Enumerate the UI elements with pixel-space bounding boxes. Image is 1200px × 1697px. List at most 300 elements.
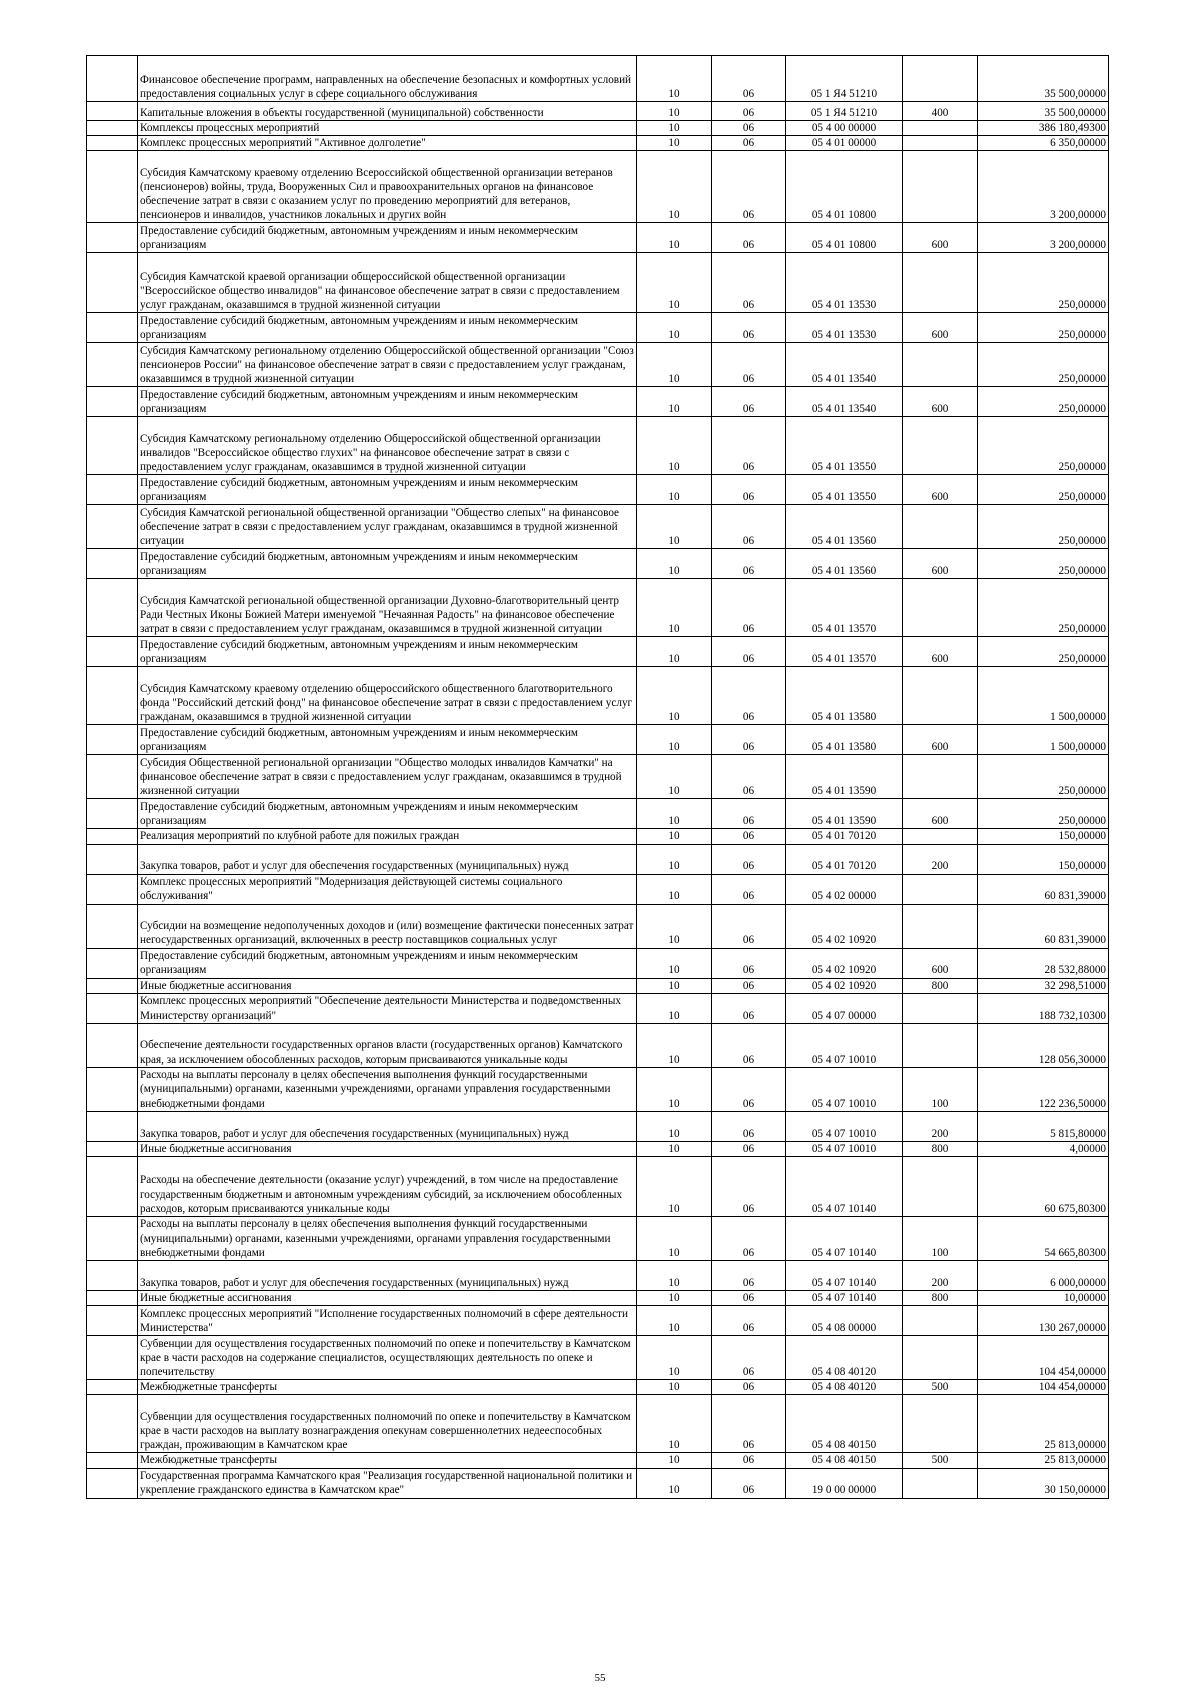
row-amount: 130 267,00000 [978,1306,1109,1336]
row-expense-type [903,151,978,223]
table-row [87,417,1109,475]
row-name: Комплекс процессных мероприятий "Исполнение государственных полномочий в сфере деятельности Министерства" [138,1306,637,1336]
row-section: 10 [637,151,712,223]
row-amount: 6 350,00000 [978,136,1109,151]
row-section: 10 [637,102,712,121]
row-target-article: 05 4 00 00000 [786,121,903,136]
row-target-article: 05 4 01 10800 [786,223,903,253]
row-target-article: 05 4 01 13540 [786,343,903,387]
row-amount: 3 200,00000 [978,223,1109,253]
row-name: Комплексы процессных мероприятий [138,121,637,136]
row-blank-cell [87,223,138,253]
row-target-article: 05 4 01 13560 [786,505,903,549]
row-target-article: 05 4 07 10010 [786,1023,903,1067]
row-amount: 104 454,00000 [978,1380,1109,1395]
row-target-article: 05 1 Я4 51210 [786,56,903,102]
row-subsection: 06 [712,223,786,253]
row-subsection: 06 [712,343,786,387]
row-target-article: 05 4 08 40120 [786,1336,903,1380]
row-section: 10 [637,1023,712,1067]
table-row [87,1453,1109,1468]
row-section: 10 [637,1380,712,1395]
row-blank-cell [87,844,138,874]
row-expense-type [903,417,978,475]
row-name: Закупка товаров, работ и услуг для обеспечения государственных (муниципальных) нужд [138,1111,637,1141]
row-blank-cell [87,1395,138,1453]
row-expense-type [903,904,978,948]
row-subsection: 06 [712,102,786,121]
row-expense-type: 600 [903,948,978,978]
row-expense-type: 600 [903,313,978,343]
row-section: 10 [637,313,712,343]
row-target-article: 05 4 01 70120 [786,844,903,874]
row-name: Предоставление субсидий бюджетным, автономным учреждениям и иным некоммерческим организациям [138,725,637,755]
row-section: 10 [637,1306,712,1336]
row-expense-type: 100 [903,1067,978,1111]
row-blank-cell [87,829,138,844]
row-target-article: 05 4 01 13540 [786,387,903,417]
row-amount: 250,00000 [978,549,1109,579]
row-blank-cell [87,978,138,993]
row-subsection: 06 [712,417,786,475]
row-target-article: 05 4 07 10140 [786,1217,903,1261]
row-name: Предоставление субсидий бюджетным, автономным учреждениям и иным некоммерческим организациям [138,387,637,417]
row-blank-cell [87,904,138,948]
row-target-article: 05 4 01 13570 [786,637,903,667]
budget-table [86,55,1109,1499]
row-name: Иные бюджетные ассигнования [138,1291,637,1306]
row-target-article: 05 4 01 13590 [786,755,903,799]
table-row [87,755,1109,799]
row-target-article: 05 4 07 10140 [786,1261,903,1291]
row-subsection: 06 [712,151,786,223]
row-target-article: 05 4 07 10140 [786,1291,903,1306]
row-target-article: 05 4 02 10920 [786,978,903,993]
row-section: 10 [637,253,712,313]
row-amount: 30 150,00000 [978,1468,1109,1498]
table-row [87,667,1109,725]
row-amount: 150,00000 [978,829,1109,844]
row-section: 10 [637,1141,712,1156]
table-row [87,102,1109,121]
row-section: 10 [637,1453,712,1468]
row-expense-type: 100 [903,1217,978,1261]
row-blank-cell [87,1157,138,1217]
row-expense-type [903,829,978,844]
row-amount: 35 500,00000 [978,102,1109,121]
table-row [87,993,1109,1023]
row-blank-cell [87,667,138,725]
row-subsection: 06 [712,549,786,579]
row-target-article: 05 4 01 70120 [786,829,903,844]
row-name: Финансовое обеспечение программ, направленных на обеспечение безопасных и комфортных условий предоставления социальных услуг в сфере социального обслуживания [138,56,637,102]
row-amount: 4,00000 [978,1141,1109,1156]
row-section: 10 [637,1111,712,1141]
row-name: Субсидии на возмещение недополученных доходов и (или) возмещение фактически понесенных затрат негосударственных организаций, включенных в реестр поставщиков социальных услуг [138,904,637,948]
row-name: Предоставление субсидий бюджетным, автономным учреждениям и иным некоммерческим организациям [138,475,637,505]
row-expense-type [903,136,978,151]
row-name: Субсидия Камчатскому региональному отделению Общероссийской общественной организации инвалидов "Всероссийское общество глухих" на финансовое обеспечение затрат в связи с предоставлением услуг гражданам, оказавшимся в трудной жизненной ситуации [138,417,637,475]
row-section: 10 [637,993,712,1023]
row-amount: 250,00000 [978,417,1109,475]
row-subsection: 06 [712,253,786,313]
row-amount: 10,00000 [978,1291,1109,1306]
row-expense-type [903,579,978,637]
row-name: Субсидия Камчатской региональной общественной организации Духовно-благотворительный центр Ради Честных Иконы Божией Матери именуемой "Нечаянная Радость" на финансовое обеспечение затрат в связи с предоставлением услуг гражданам, оказавшимся в трудной жизненной ситуации [138,579,637,637]
row-target-article: 05 4 01 13530 [786,253,903,313]
row-amount: 6 000,00000 [978,1261,1109,1291]
row-expense-type: 600 [903,725,978,755]
row-name: Реализация мероприятий по клубной работе для пожилых граждан [138,829,637,844]
table-row [87,1395,1109,1453]
row-section: 10 [637,667,712,725]
row-expense-type: 800 [903,1291,978,1306]
row-amount: 54 665,80300 [978,1217,1109,1261]
row-subsection: 06 [712,948,786,978]
table-row [87,121,1109,136]
row-subsection: 06 [712,56,786,102]
row-section: 10 [637,505,712,549]
row-amount: 250,00000 [978,637,1109,667]
table-row [87,799,1109,829]
row-section: 10 [637,904,712,948]
row-section: 10 [637,1291,712,1306]
row-amount: 250,00000 [978,253,1109,313]
table-row [87,1468,1109,1498]
row-blank-cell [87,343,138,387]
row-expense-type: 600 [903,475,978,505]
row-target-article: 05 4 01 13550 [786,417,903,475]
table-row [87,948,1109,978]
row-amount: 28 532,88000 [978,948,1109,978]
row-subsection: 06 [712,387,786,417]
row-subsection: 06 [712,475,786,505]
row-subsection: 06 [712,1111,786,1141]
row-blank-cell [87,387,138,417]
row-target-article: 05 4 07 00000 [786,993,903,1023]
row-subsection: 06 [712,637,786,667]
row-expense-type [903,253,978,313]
row-subsection: 06 [712,1217,786,1261]
row-target-article: 05 4 07 10010 [786,1111,903,1141]
row-section: 10 [637,1261,712,1291]
row-section: 10 [637,223,712,253]
table-row [87,1217,1109,1261]
row-subsection: 06 [712,1336,786,1380]
row-target-article: 05 4 07 10010 [786,1067,903,1111]
row-target-article: 05 4 01 13560 [786,549,903,579]
row-amount: 3 200,00000 [978,151,1109,223]
row-section: 10 [637,725,712,755]
row-blank-cell [87,1023,138,1067]
row-name: Иные бюджетные ассигнования [138,1141,637,1156]
table-row [87,505,1109,549]
row-subsection: 06 [712,579,786,637]
row-blank-cell [87,417,138,475]
row-amount: 250,00000 [978,313,1109,343]
row-section: 10 [637,829,712,844]
row-amount: 25 813,00000 [978,1453,1109,1468]
row-blank-cell [87,874,138,904]
row-amount: 32 298,51000 [978,978,1109,993]
row-amount: 5 815,80000 [978,1111,1109,1141]
table-row [87,1141,1109,1156]
row-subsection: 06 [712,829,786,844]
row-blank-cell [87,1217,138,1261]
row-blank-cell [87,1111,138,1141]
row-subsection: 06 [712,667,786,725]
row-blank-cell [87,549,138,579]
row-subsection: 06 [712,1380,786,1395]
table-row [87,904,1109,948]
row-subsection: 06 [712,1261,786,1291]
row-section: 10 [637,874,712,904]
row-target-article: 05 4 01 13590 [786,799,903,829]
row-name: Предоставление субсидий бюджетным, автономным учреждениям и иным некоммерческим организациям [138,223,637,253]
budget-table-body [87,56,1109,1499]
row-blank-cell [87,1380,138,1395]
row-name: Комплекс процессных мероприятий "Обеспечение деятельности Министерства и подведомственных Министерству организаций" [138,993,637,1023]
row-name: Предоставление субсидий бюджетным, автономным учреждениям и иным некоммерческим организациям [138,637,637,667]
row-section: 10 [637,475,712,505]
row-name: Субсидия Камчатской краевой организации общероссийской общественной организации "Всероссийское общество инвалидов" на финансовое обеспечение затрат в связи с предоставлением услуг гражданам, оказавшимся в трудной жизненной ситуации [138,253,637,313]
row-name: Расходы на выплаты персоналу в целях обеспечения выполнения функций государственными (муниципальными) органами, казенными учреждениями, органами управления государственными внебюджетными фондами [138,1067,637,1111]
row-expense-type [903,343,978,387]
table-row [87,1111,1109,1141]
row-target-article: 05 4 01 13530 [786,313,903,343]
row-subsection: 06 [712,505,786,549]
row-amount: 250,00000 [978,343,1109,387]
row-expense-type: 600 [903,223,978,253]
row-blank-cell [87,136,138,151]
row-name: Комплекс процессных мероприятий "Модернизация действующей системы социального обслуживания" [138,874,637,904]
row-section: 10 [637,637,712,667]
row-section: 10 [637,136,712,151]
row-amount: 250,00000 [978,755,1109,799]
row-target-article: 05 4 01 13580 [786,725,903,755]
row-name: Закупка товаров, работ и услуг для обеспечения государственных (муниципальных) нужд [138,1261,637,1291]
row-section: 10 [637,121,712,136]
row-section: 10 [637,1468,712,1498]
row-subsection: 06 [712,725,786,755]
row-expense-type: 800 [903,1141,978,1156]
row-expense-type [903,1468,978,1498]
row-expense-type: 600 [903,637,978,667]
row-name: Субсидия Камчатскому краевому отделению общероссийского общественного благотворительного фонда "Российский детский фонд" на финансовое обеспечение затрат в связи с предоставлением услуг гражданам, оказавшимся в трудной жизненной ситуации [138,667,637,725]
row-subsection: 06 [712,755,786,799]
table-row [87,1157,1109,1217]
row-section: 10 [637,549,712,579]
row-expense-type: 800 [903,978,978,993]
row-expense-type: 200 [903,1261,978,1291]
row-blank-cell [87,475,138,505]
row-target-article: 05 4 02 10920 [786,904,903,948]
row-amount: 250,00000 [978,579,1109,637]
row-target-article: 19 0 00 00000 [786,1468,903,1498]
table-row [87,475,1109,505]
row-expense-type: 400 [903,102,978,121]
row-section: 10 [637,1157,712,1217]
row-blank-cell [87,637,138,667]
row-blank-cell [87,102,138,121]
row-section: 10 [637,1217,712,1261]
table-row [87,223,1109,253]
row-blank-cell [87,505,138,549]
row-expense-type: 500 [903,1380,978,1395]
row-subsection: 06 [712,844,786,874]
row-amount: 60 831,39000 [978,904,1109,948]
row-name: Обеспечение деятельности государственных органов власти (государственных органов) Камчатского края, за исключением обособленных расходов, которым присваиваются уникальные коды [138,1023,637,1067]
row-section: 10 [637,417,712,475]
row-target-article: 05 4 01 10800 [786,151,903,223]
row-name: Субсидия Общественной региональной организации "Общество молодых инвалидов Камчатки" на финансовое обеспечение затрат в связи с предоставлением услуг гражданам, оказавшимся в трудной жизненной ситуации [138,755,637,799]
row-expense-type [903,993,978,1023]
row-blank-cell [87,799,138,829]
row-expense-type: 600 [903,799,978,829]
row-amount: 60 675,80300 [978,1157,1109,1217]
table-row [87,387,1109,417]
row-amount: 1 500,00000 [978,667,1109,725]
row-name: Субсидия Камчатскому региональному отделению Общероссийской общественной организации "Союз пенсионеров России" на финансовое обеспечение затрат в связи с предоставлением услуг гражданам, оказавшимся в трудной жизненной ситуации [138,343,637,387]
row-expense-type: 500 [903,1453,978,1468]
row-blank-cell [87,993,138,1023]
row-expense-type: 200 [903,844,978,874]
row-amount: 104 454,00000 [978,1336,1109,1380]
row-amount: 250,00000 [978,387,1109,417]
row-target-article: 05 4 01 00000 [786,136,903,151]
table-row [87,978,1109,993]
table-row [87,874,1109,904]
row-blank-cell [87,755,138,799]
table-row [87,637,1109,667]
row-name: Расходы на обеспечение деятельности (оказание услуг) учреждений, в том числе на предоставление государственным бюджетным и автономным учреждениям субсидий, за исключением обособленных расходов, которым присваиваются уникальные коды [138,1157,637,1217]
row-amount: 386 180,49300 [978,121,1109,136]
row-target-article: 05 4 08 00000 [786,1306,903,1336]
row-target-article: 05 1 Я4 51210 [786,102,903,121]
row-amount: 60 831,39000 [978,874,1109,904]
row-blank-cell [87,151,138,223]
row-name: Межбюджетные трансферты [138,1380,637,1395]
row-name: Предоставление субсидий бюджетным, автономным учреждениям и иным некоммерческим организациям [138,948,637,978]
row-name: Государственная программа Камчатского края "Реализация государственной национальной политики и укрепление гражданского единства в Камчатском крае" [138,1468,637,1498]
row-target-article: 05 4 07 10010 [786,1141,903,1156]
row-subsection: 06 [712,1453,786,1468]
row-blank-cell [87,1261,138,1291]
table-row [87,844,1109,874]
row-expense-type [903,755,978,799]
row-amount: 250,00000 [978,505,1109,549]
row-amount: 128 056,30000 [978,1023,1109,1067]
row-name: Расходы на выплаты персоналу в целях обеспечения выполнения функций государственными (муниципальными) органами, казенными учреждениями, органами управления государственными внебюджетными фондами [138,1217,637,1261]
row-section: 10 [637,978,712,993]
row-blank-cell [87,579,138,637]
row-name: Субсидия Камчатской региональной общественной организации "Общество слепых" на финансовое обеспечение затрат в связи с предоставлением услуг гражданам, оказавшимся в трудной жизненной ситуации [138,505,637,549]
row-name: Предоставление субсидий бюджетным, автономным учреждениям и иным некоммерческим организациям [138,549,637,579]
table-row [87,1291,1109,1306]
row-expense-type [903,1306,978,1336]
row-expense-type [903,121,978,136]
row-blank-cell [87,121,138,136]
row-section: 10 [637,799,712,829]
row-section: 10 [637,56,712,102]
row-expense-type: 600 [903,387,978,417]
row-blank-cell [87,313,138,343]
row-section: 10 [637,755,712,799]
row-section: 10 [637,387,712,417]
table-row [87,136,1109,151]
table-row [87,1380,1109,1395]
table-row [87,829,1109,844]
row-target-article: 05 4 02 00000 [786,874,903,904]
row-target-article: 05 4 08 40120 [786,1380,903,1395]
row-section: 10 [637,1336,712,1380]
row-expense-type: 200 [903,1111,978,1141]
row-name: Межбюджетные трансферты [138,1453,637,1468]
row-name: Иные бюджетные ассигнования [138,978,637,993]
row-expense-type [903,667,978,725]
row-blank-cell [87,1141,138,1156]
row-blank-cell [87,948,138,978]
row-section: 10 [637,579,712,637]
row-name: Субсидия Камчатскому краевому отделению Всероссийской общественной организации ветеранов (пенсионеров) войны, труда, Вооруженных Сил и правоохранительных органов на финансовое обеспечение затрат в связи с оказанием услуг по проведению мероприятий для ветеранов, пенсионеров и инвалидов, участников локальных и других войн [138,151,637,223]
row-name: Субвенции для осуществления государственных полномочий по опеке и попечительству в Камчатском крае в части расходов на выплату вознаграждения опекунам совершеннолетних недееспособных граждан, проживающим в Камчатском крае [138,1395,637,1453]
row-amount: 35 500,00000 [978,56,1109,102]
row-subsection: 06 [712,1395,786,1453]
table-row [87,1306,1109,1336]
row-target-article: 05 4 07 10140 [786,1157,903,1217]
row-blank-cell [87,56,138,102]
table-row [87,253,1109,313]
row-blank-cell [87,1067,138,1111]
row-amount: 122 236,50000 [978,1067,1109,1111]
row-section: 10 [637,948,712,978]
row-target-article: 05 4 01 13580 [786,667,903,725]
row-subsection: 06 [712,1067,786,1111]
table-row [87,579,1109,637]
row-section: 10 [637,844,712,874]
row-amount: 250,00000 [978,475,1109,505]
row-name: Предоставление субсидий бюджетным, автономным учреждениям и иным некоммерческим организациям [138,313,637,343]
row-subsection: 06 [712,121,786,136]
row-section: 10 [637,1067,712,1111]
row-blank-cell [87,1306,138,1336]
row-amount: 25 813,00000 [978,1395,1109,1453]
row-target-article: 05 4 02 10920 [786,948,903,978]
row-expense-type [903,1023,978,1067]
row-subsection: 06 [712,1291,786,1306]
table-row [87,725,1109,755]
row-amount: 250,00000 [978,799,1109,829]
row-expense-type [903,1336,978,1380]
row-target-article: 05 4 08 40150 [786,1395,903,1453]
row-subsection: 06 [712,1023,786,1067]
table-row [87,549,1109,579]
row-target-article: 05 4 01 13550 [786,475,903,505]
row-blank-cell [87,1336,138,1380]
row-subsection: 06 [712,799,786,829]
row-blank-cell [87,253,138,313]
row-subsection: 06 [712,1157,786,1217]
row-name: Комплекс процессных мероприятий "Активное долголетие" [138,136,637,151]
row-subsection: 06 [712,978,786,993]
page-number: 55 [594,1672,606,1684]
row-name: Субвенции для осуществления государственных полномочий по опеке и попечительству в Камчатском крае в части расходов на содержание специалистов, осуществляющих деятельность по опеке и попечительству [138,1336,637,1380]
row-blank-cell [87,1291,138,1306]
row-expense-type [903,1395,978,1453]
row-name: Капитальные вложения в объекты государственной (муниципальной) собственности [138,102,637,121]
table-row [87,1023,1109,1067]
row-expense-type: 600 [903,549,978,579]
